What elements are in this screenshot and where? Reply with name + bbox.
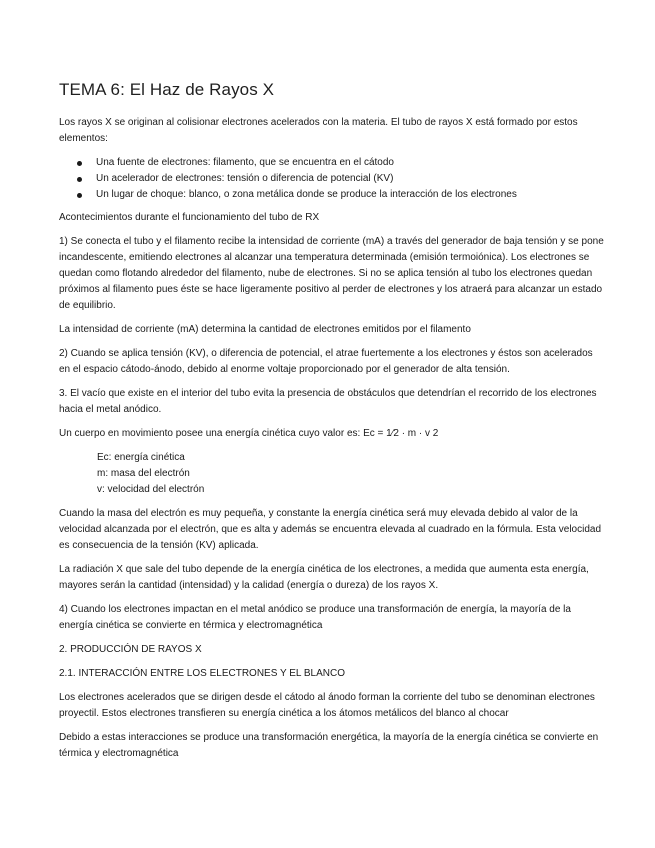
section-heading-2: 2. PRODUCCIÓN DE RAYOS X: [59, 644, 202, 655]
intro-paragraph: Los rayos X se originan al colisionar electrones acelerados con la materia. El tubo de rayos X está formado por estos elementos:: [59, 117, 578, 144]
paragraph-radiation: La radiación X que sale del tubo depende de la energía cinética de los electrones, a medida que aumenta esta energía, mayores serán la cantidad (intensidad) y la calidad (energía o dureza) de los rayos X.: [59, 564, 589, 591]
paragraph-step-1: 1) Se conecta el tubo y el filamento recibe la intensidad de corriente (mA) a través del generador de baja tensión y se pone incandescente, emitiendo electrones al alcanzar una temperatura determinada (emisión termoiónica). Los electrones se quedan como flotando alrededor del filamento, nube de electrones. Si no se aplica tensión al tubo los electrones quedan próximos al filamento pues éste se hace ligeramente positivo al perder de electrones y los atraerá para alcanzar un estado de equilibrio.: [59, 236, 604, 311]
formula-terms: [97, 450, 604, 498]
paragraph-mass: Cuando la masa del electrón es muy pequeña, y constante la energía cinética será muy elevada debido al valor de la velocidad alcanzada por el electrón, que es alta y además se encuentra elevada al cuadrado en la fórmula. Esta velocidad es consecuencia de la tensión (KV) aplicada.: [59, 508, 602, 551]
formula-term: v: velocidad del electrón: [97, 484, 205, 495]
tube-elements-list: [59, 155, 604, 203]
list-item: Un lugar de choque: blanco, o zona metálica donde se produce la interacción de los electrones: [59, 187, 604, 203]
paragraph-step-2: 2) Cuando se aplica tensión (KV), o diferencia de potencial, el atrae fuertemente a los electrones y éstos son acelerados en el espacio cátodo-ánodo, debido al enorme voltaje proporcionado por el generador de alta tensión.: [59, 348, 593, 375]
events-heading: Acontecimientos durante el funcionamiento del tubo de RX: [59, 212, 320, 223]
section-heading-2-1: 2.1. INTERACCIÓN ENTRE LOS ELECTRONES Y EL BLANCO: [59, 668, 346, 679]
formula-term: Ec: energía cinética: [97, 452, 185, 463]
formula-term: m: masa del electrón: [97, 468, 190, 479]
page-title: TEMA 6: El Haz de Rayos X: [59, 80, 275, 99]
paragraph-step-3: 3. El vacío que existe en el interior del tubo evita la presencia de obstáculos que detendrían el recorrido de los electrones hacia el metal anódico.: [59, 388, 597, 415]
paragraph-formula: Un cuerpo en movimiento posee una energía cinética cuyo valor es: Ec = 1⁄2 · m · v 2: [59, 428, 439, 439]
list-item: Una fuente de electrones: filamento, que se encuentra en el cátodo: [59, 155, 604, 171]
paragraph-final: Debido a estas interacciones se produce una transformación energética, la mayoría de la energía cinética se convierte en térmica y electromagnética: [59, 732, 599, 759]
paragraph-projectile: Los electrones acelerados que se dirigen desde el cátodo al ánodo forman la corriente del tubo se denominan electrones proyectil. Estos electrones transfieren su energía cinética a los átomos metálicos del blanco al chocar: [59, 692, 595, 719]
list-item: Un acelerador de electrones: tensión o diferencia de potencial (KV): [59, 171, 604, 187]
paragraph-step-4: 4) Cuando los electrones impactan en el metal anódico se produce una transformación de energía, la mayoría de la energía cinética se convierte en térmica y electromagnética: [59, 604, 571, 631]
paragraph-ma: La intensidad de corriente (mA) determina la cantidad de electrones emitidos por el filamento: [59, 324, 471, 335]
document-body: [59, 80, 604, 770]
